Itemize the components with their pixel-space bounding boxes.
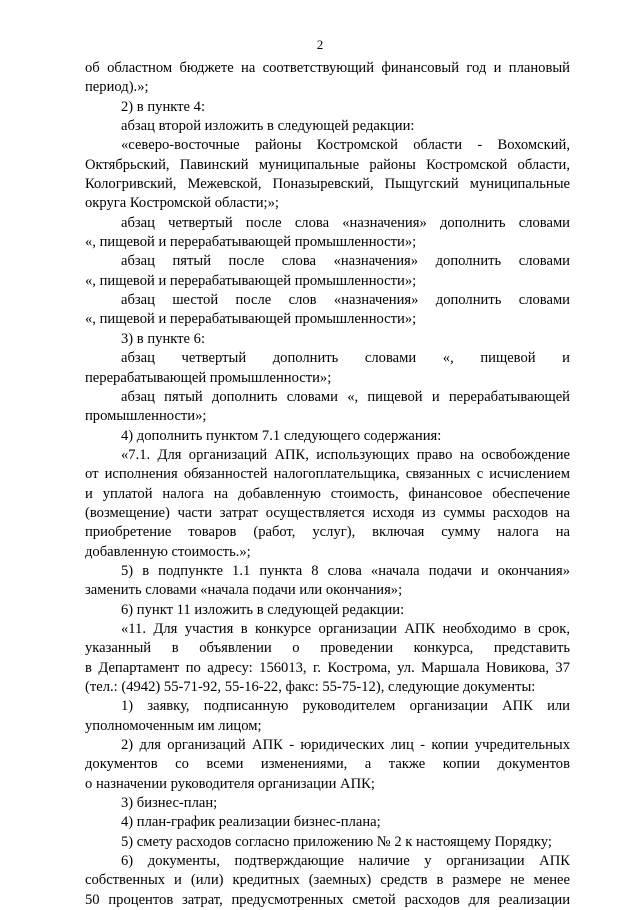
text-line: приобретение товаров (работ, услуг), включая сумму налога на bbox=[85, 524, 570, 541]
text-line: собственных и (или) кредитных (заемных) средств в размере не менее bbox=[85, 872, 570, 889]
text-line: 5) в подпункте 1.1 пункта 8 слова «начала подачи и окончания» bbox=[121, 562, 570, 579]
text-line: 3) бизнес-план; bbox=[121, 795, 218, 812]
text-line: абзац пятый после слова «назначения» дополнить словами bbox=[121, 253, 570, 270]
text-line: уполномоченным им лицом; bbox=[85, 717, 262, 734]
text-line: промышленности»; bbox=[85, 408, 207, 425]
text-line: заменить словами «начала подачи или окончания»; bbox=[85, 582, 403, 599]
text-line: 1) заявку, подписанную руководителем организации АПК или bbox=[121, 698, 570, 715]
text-line: абзац шестой после слов «назначения» дополнить словами bbox=[121, 292, 570, 309]
text-line: 5) смету расходов согласно приложению № 2 к настоящему Порядку; bbox=[121, 833, 552, 850]
text-line: «7.1. Для организаций АПК, использующих право на освобождение bbox=[121, 446, 570, 463]
text-line: документов со всеми изменениями, а также копии документов bbox=[85, 756, 570, 773]
text-line: Октябрьский, Павинский муниципальные районы Костромской области, bbox=[85, 156, 570, 173]
text-line: (тел.: (4942) 55-71-92, 55-16-22, факс: 55-75-12), следующие документы: bbox=[85, 679, 536, 695]
text-line: добавленную стоимость.»; bbox=[85, 543, 251, 560]
text-line: абзац пятый дополнить словами «, пищевой и перерабатывающей bbox=[121, 388, 570, 405]
text-line: «11. Для участия в конкурсе организации АПК необходимо в срок, bbox=[121, 620, 570, 637]
text-line: 50 процентов затрат, предусмотренных сметой расходов для реализации bbox=[85, 891, 570, 908]
text-line: абзац четвертый после слова «назначения» дополнить словами bbox=[121, 214, 570, 231]
text-line: округа Костромской области;»; bbox=[85, 195, 279, 212]
text-line: 6) документы, подтверждающие наличие у организации АПК bbox=[121, 853, 570, 870]
text-line: 2) для организаций АПК - юридических лиц - копии учредительных bbox=[121, 737, 570, 754]
text-line: «, пищевой и перерабатывающей промышленности»; bbox=[85, 311, 417, 328]
text-line: абзац второй изложить в следующей редакции: bbox=[121, 118, 415, 135]
text-line: период).»; bbox=[85, 79, 149, 96]
document-body bbox=[85, 59, 570, 910]
text-line: о назначении руководителя организации АПК; bbox=[85, 775, 375, 792]
text-line: и уплатой налога на добавленную стоимость, финансовое обеспечение bbox=[85, 485, 570, 502]
text-line: 6) пункт 11 изложить в следующей редакции: bbox=[121, 601, 405, 618]
text-line: Кологривский, Межевской, Поназыревский, Пыщугский муниципальные bbox=[85, 176, 570, 193]
text-line: (возмещение) части затрат осуществляется исходя из суммы расходов на bbox=[85, 504, 570, 521]
text-line: перерабатывающей промышленности»; bbox=[85, 369, 332, 386]
text-line: 4) дополнить пунктом 7.1 следующего содержания: bbox=[121, 427, 442, 444]
text-line: 2) в пункте 4: bbox=[121, 98, 206, 115]
text-line: 4) план-график реализации бизнес-плана; bbox=[121, 814, 381, 831]
text-line: от исполнения обязанностей налогоплательщика, связанных с исчислением bbox=[85, 466, 570, 483]
text-line: «, пищевой и перерабатывающей промышленности»; bbox=[85, 272, 417, 289]
text-line: указанный в объявлении о проведении конкурса, представить bbox=[85, 640, 570, 657]
text-line: «северо-восточные районы Костромской области - Вохомский, bbox=[121, 137, 570, 154]
text-line: об областном бюджете на соответствующий финансовый год и плановый bbox=[85, 60, 570, 76]
text-line: абзац четвертый дополнить словами «, пищевой и bbox=[121, 350, 570, 367]
text-line: в Департамент по адресу: 156013, г. Кострома, ул. Маршала Новикова, 37 bbox=[85, 659, 570, 676]
page-number: 2 bbox=[316, 37, 324, 52]
text-line: 3) в пункте 6: bbox=[121, 330, 206, 347]
text-line: «, пищевой и перерабатывающей промышленности»; bbox=[85, 234, 417, 251]
